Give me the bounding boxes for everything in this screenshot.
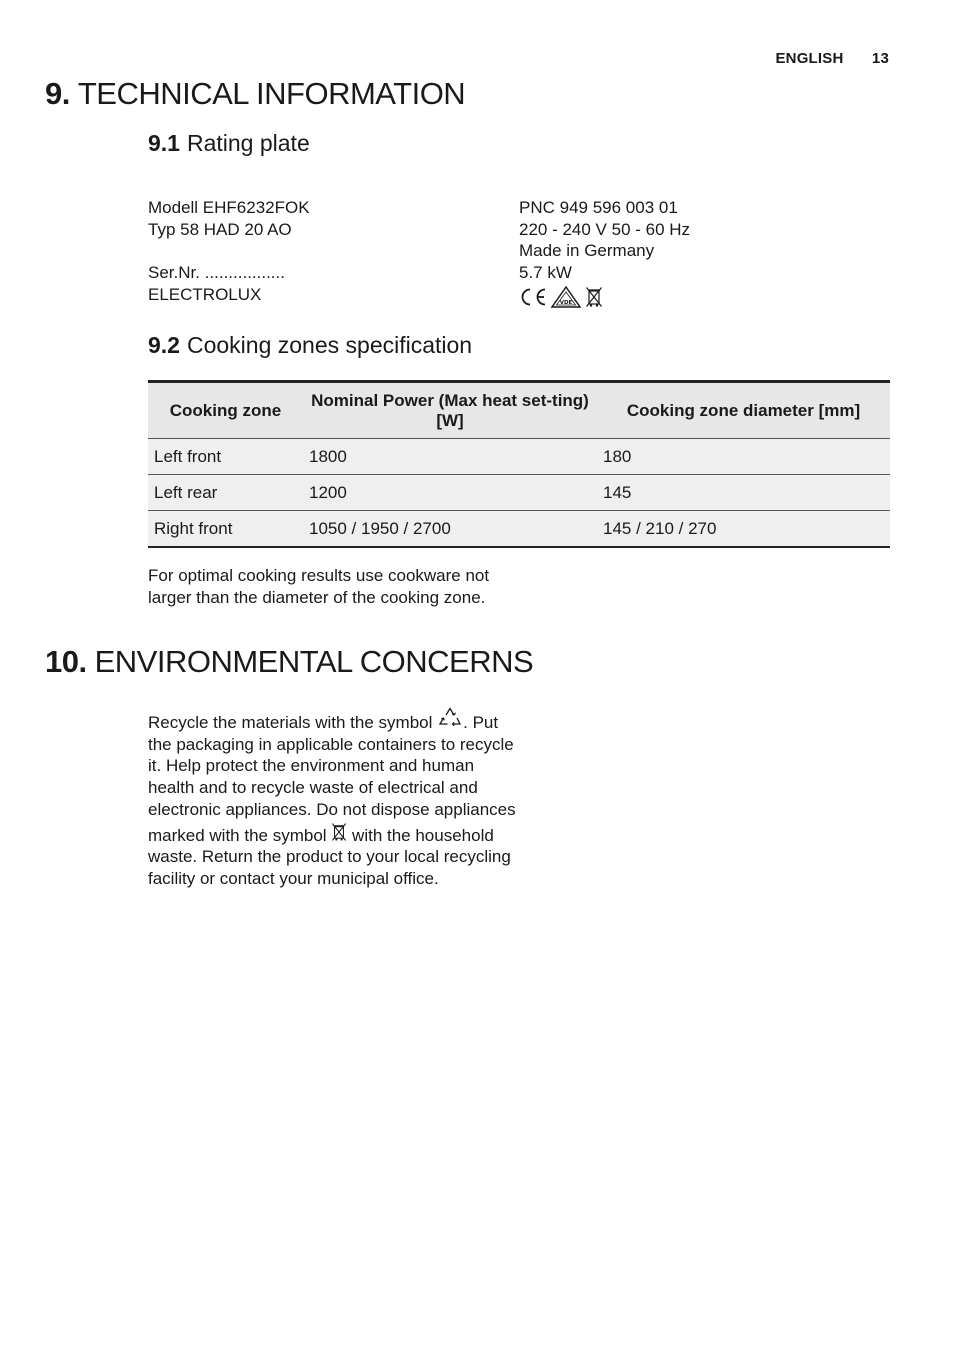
section-10-heading: ENVIRONMENTAL CONCERNS bbox=[94, 644, 534, 679]
subsection-9-2-number: 9.2 bbox=[148, 332, 180, 358]
table-cell: Right front bbox=[148, 511, 303, 548]
table-cell: 1200 bbox=[303, 475, 597, 511]
table-cell: 145 bbox=[597, 475, 890, 511]
rating-plate-line: 5.7 kW bbox=[519, 263, 572, 283]
section-10-number: 10. bbox=[45, 644, 87, 679]
subsection-9-2-title bbox=[148, 332, 472, 359]
subsection-9-1-number: 9.1 bbox=[148, 130, 180, 156]
table-cell: Left front bbox=[148, 439, 303, 475]
page-number: 13 bbox=[871, 50, 889, 67]
table-cell: 1050 / 1950 / 2700 bbox=[303, 511, 597, 548]
rating-plate-line: Ser.Nr. ................. bbox=[148, 263, 285, 283]
rating-plate-right bbox=[519, 197, 690, 307]
rating-plate-line: 220 - 240 V 50 - 60 Hz bbox=[519, 219, 691, 239]
cooking-zones-table bbox=[148, 380, 890, 548]
table-cell: Left rear bbox=[148, 475, 303, 511]
table-row bbox=[148, 475, 890, 511]
table-row bbox=[148, 439, 890, 475]
crossed-bin-icon bbox=[585, 286, 603, 308]
ce-mark-icon bbox=[519, 286, 547, 308]
rating-plate-left bbox=[148, 197, 310, 305]
column-header-zone: Cooking zone bbox=[169, 400, 282, 420]
section-9-title bbox=[45, 76, 465, 112]
column-header-diameter: Cooking zone diameter [mm] bbox=[626, 400, 861, 420]
environmental-text-part: with the household waste. Return the product to your local recycling facility or contact your municipal office. bbox=[148, 825, 511, 888]
column-header-power: Nominal Power (Max heat set-ting) [W] bbox=[311, 390, 589, 430]
environmental-text bbox=[148, 706, 518, 890]
section-9-number: 9. bbox=[45, 76, 70, 111]
rating-plate-line: Modell EHF6232FOK bbox=[148, 198, 310, 217]
vde-mark-icon bbox=[550, 285, 582, 309]
rating-plate-line: Made in Germany bbox=[519, 241, 655, 261]
recycle-icon bbox=[437, 706, 463, 730]
environmental-text-part: . Put the packaging in applicable containers to recycle it. Help protect the environment and human health and to recycle waste of electrical and electronic appliances. Do not dispose appliances marked with the symbol bbox=[148, 713, 516, 845]
subsection-9-1-title bbox=[148, 130, 310, 157]
table-cell: 180 bbox=[597, 439, 890, 475]
language-label: ENGLISH bbox=[775, 50, 844, 67]
rating-plate-line: ELECTROLUX bbox=[148, 284, 262, 304]
cookware-note: For optimal cooking results use cookware not larger than the diameter of the cooking zone. bbox=[148, 566, 490, 607]
subsection-9-1-heading: Rating plate bbox=[186, 130, 310, 156]
environmental-text-part: Recycle the materials with the symbol bbox=[148, 713, 433, 732]
section-9-heading: TECHNICAL INFORMATION bbox=[77, 76, 466, 111]
section-10-title bbox=[45, 644, 533, 680]
table-cell: 145 / 210 / 270 bbox=[597, 511, 890, 548]
vde-mark-text: VDE bbox=[559, 299, 573, 306]
page-header bbox=[775, 50, 889, 67]
rating-plate-line: PNC 949 596 003 01 bbox=[519, 198, 678, 217]
rating-plate-line bbox=[148, 240, 310, 262]
certification-marks bbox=[519, 286, 690, 308]
crossed-bin-icon bbox=[331, 821, 347, 843]
subsection-9-2-heading: Cooking zones specification bbox=[186, 332, 473, 358]
table-cell: 1800 bbox=[303, 439, 597, 475]
rating-plate-line: Typ 58 HAD 20 AO bbox=[148, 219, 292, 239]
table-row bbox=[148, 511, 890, 548]
table-header-row bbox=[148, 382, 890, 439]
